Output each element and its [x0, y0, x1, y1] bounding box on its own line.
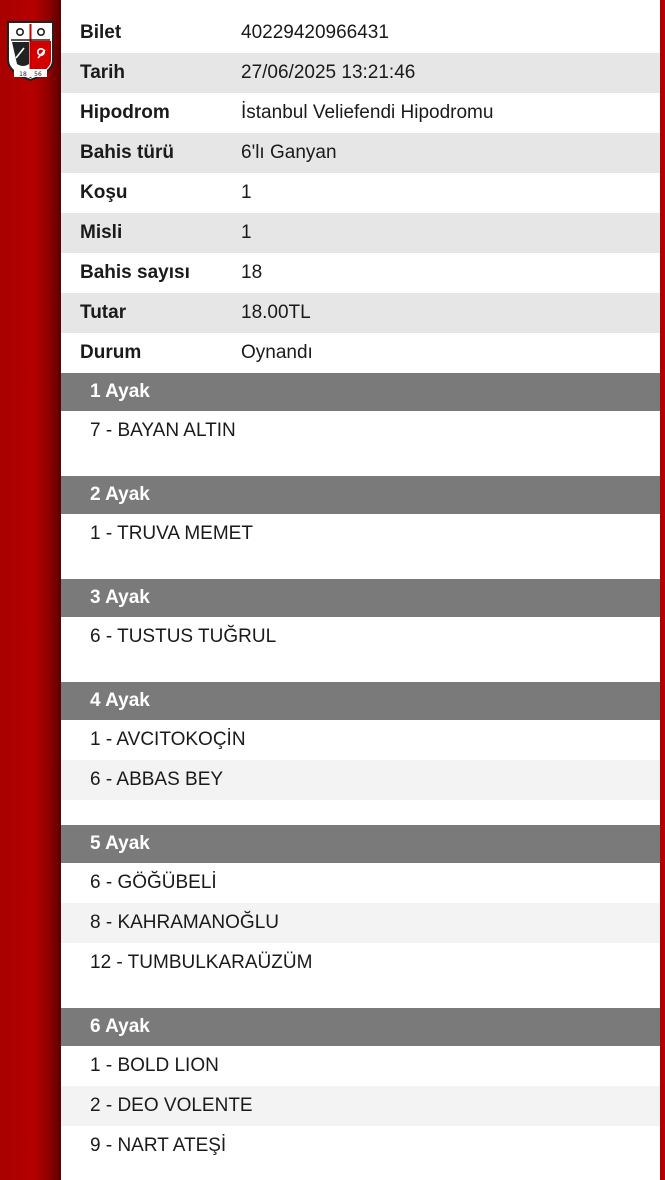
leg-horse-item: 6 - TUSTUS TUĞRUL — [61, 617, 660, 657]
leg-horse-item: 6 - ABBAS BEY — [61, 760, 660, 800]
leg-horse-item: 9 - NART ATEŞİ — [61, 1126, 660, 1166]
leg-section-3 — [61, 579, 660, 657]
leg-horse-item: 1 - TRUVA MEMET — [61, 514, 660, 554]
field-label: Misli — [80, 222, 123, 243]
field-value: İstanbul Veliefendi Hipodromu — [241, 102, 494, 123]
ticket-detail-panel — [61, 13, 660, 1180]
leg-horse-item: 1 - BOLD LION — [61, 1046, 660, 1086]
field-value: 27/06/2025 13:21:46 — [241, 62, 416, 83]
field-value: Oynandı — [241, 342, 313, 363]
leg-horse-item: 1 - AVCITOKOÇİN — [61, 720, 660, 760]
leg-horse-item: 6 - GÖĞÜBELİ — [61, 863, 660, 903]
ticket-info-table — [61, 13, 660, 373]
field-label: Durum — [80, 342, 142, 363]
leg-section-5 — [61, 825, 660, 983]
leg-horse-item: 8 - KAHRAMANOĞLU — [61, 903, 660, 943]
ticket-row-hipodrom — [61, 93, 660, 133]
ticket-row-durum — [61, 333, 660, 373]
field-label: Bilet — [80, 22, 122, 43]
field-value: 40229420966431 — [241, 22, 389, 43]
ticket-row-tutar — [61, 293, 660, 333]
leg-header: 2 Ayak — [61, 476, 660, 514]
leg-header: 4 Ayak — [61, 682, 660, 720]
leg-section-4 — [61, 682, 660, 800]
leg-horse-item: 7 - BAYAN ALTIN — [61, 411, 660, 451]
leg-section-6 — [61, 1008, 660, 1166]
leg-section-2 — [61, 476, 660, 554]
svg-text:56: 56 — [34, 71, 42, 78]
svg-text:18: 18 — [19, 71, 27, 78]
ticket-row-bilet — [61, 13, 660, 53]
field-label: Koşu — [80, 182, 128, 203]
leg-horse-item: 2 - DEO VOLENTE — [61, 1086, 660, 1126]
field-label: Bahis sayısı — [80, 262, 190, 283]
field-value: 1 — [241, 222, 252, 243]
field-value: 18.00TL — [241, 302, 311, 323]
field-value: 6'lı Ganyan — [241, 142, 337, 163]
ticket-row-tarih — [61, 53, 660, 93]
right-edge-bar — [660, 0, 665, 1180]
ticket-row-kosu — [61, 173, 660, 213]
ticket-row-bahis-turu — [61, 133, 660, 173]
ticket-row-bahis-sayisi — [61, 253, 660, 293]
left-sidebar-bar — [0, 0, 61, 1180]
leg-header: 6 Ayak — [61, 1008, 660, 1046]
leg-header: 3 Ayak — [61, 579, 660, 617]
leg-section-1 — [61, 373, 660, 451]
field-label: Tarih — [80, 62, 126, 83]
field-label: Tutar — [80, 302, 127, 323]
field-label: Bahis türü — [80, 142, 174, 163]
ticket-row-misli — [61, 213, 660, 253]
field-label: Hipodrom — [80, 102, 170, 123]
leg-header: 1 Ayak — [61, 373, 660, 411]
leg-horse-item: 12 - TUMBULKARAÜZÜM — [61, 943, 660, 983]
club-crest-logo-icon — [5, 20, 56, 82]
leg-header: 5 Ayak — [61, 825, 660, 863]
field-value: 1 — [241, 182, 252, 203]
field-value: 18 — [241, 262, 263, 283]
